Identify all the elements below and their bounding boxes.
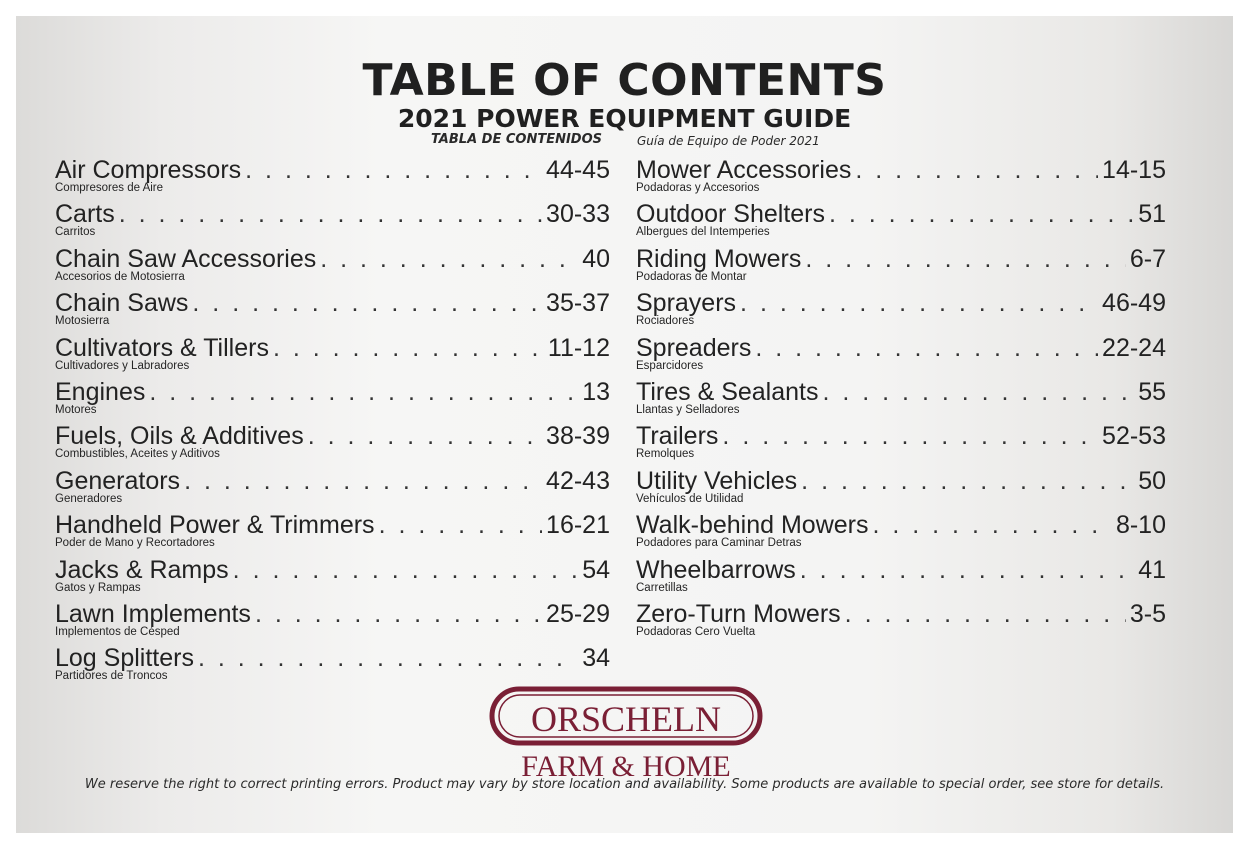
toc-entry-walk-behind-mowers	[636, 510, 1166, 554]
toc-entry-outdoor-shelters	[636, 199, 1166, 243]
toc-entry-row	[636, 555, 1166, 585]
logo-tagline-text: FARM & HOME	[521, 750, 731, 782]
dot-leader	[149, 377, 578, 407]
toc-entry-row	[636, 244, 1166, 274]
toc-entry-pages: 25-29	[546, 599, 610, 628]
toc-entry-row	[55, 643, 610, 673]
toc-entry-pages: 13	[582, 377, 610, 406]
toc-entry-spanish: Compresores de Aire	[55, 182, 164, 194]
toc-entry-label: Mower Accessories	[636, 156, 852, 184]
toc-entry-pages: 46-49	[1102, 289, 1166, 318]
dot-leader	[755, 333, 1098, 363]
toc-entry-zero-turn-mowers	[636, 599, 1166, 643]
toc-entry-pages: 11-12	[547, 333, 610, 362]
dot-leader	[320, 244, 578, 274]
toc-entry-label: Chain Saw Accessories	[55, 244, 317, 273]
toc-entry-pages: 41	[1138, 555, 1166, 584]
toc-entry-label: Log Splitters	[55, 644, 194, 673]
toc-entry-generators	[55, 466, 610, 510]
toc-entry-sprayers	[636, 288, 1166, 332]
toc-entry-label: Riding Mowers	[636, 244, 802, 273]
toc-entry-label: Lawn Implements	[55, 599, 251, 628]
dot-leader	[829, 199, 1134, 229]
toc-entry-pages: 16-21	[546, 511, 610, 540]
toc-entry-chain-saws	[55, 288, 610, 332]
toc-entry-pages: 50	[1138, 466, 1166, 495]
toc-entry-label: Wheelbarrows	[636, 555, 796, 584]
dot-leader	[233, 555, 579, 585]
toc-entry-row	[636, 421, 1166, 451]
toc-entry-row	[55, 555, 610, 585]
toc-entry-spanish: Motores	[55, 403, 97, 416]
toc-entry-riding-mowers	[636, 244, 1166, 288]
toc-entry-spanish: Poder de Mano y Recortadores	[55, 537, 215, 550]
toc-entry-spanish: Llantas y Selladores	[636, 403, 740, 416]
logo-brand-text: ORSCHELN	[530, 699, 722, 739]
toc-entry-spanish: Accesorios de Motosierra	[55, 270, 185, 283]
toc-entry-cultivators-and-tillers	[55, 333, 610, 377]
toc-entry-label: Zero-Turn Mowers	[636, 599, 841, 628]
toc-entry-spanish: Remolques	[636, 448, 695, 461]
dot-leader	[845, 599, 1126, 629]
toc-entry-row	[636, 510, 1166, 540]
toc-entry-pages: 52-53	[1102, 422, 1166, 451]
toc-entry-carts	[55, 199, 610, 243]
toc-entry-pages: 42-43	[546, 466, 610, 495]
toc-entry-pages: 55	[1138, 377, 1166, 406]
dot-leader	[872, 510, 1111, 540]
toc-entry-spanish: Vehículos de Utilidad	[636, 492, 744, 505]
toc-entry-utility-vehicles	[636, 466, 1166, 510]
toc-entry-spreaders	[636, 333, 1166, 377]
dot-leader	[273, 333, 544, 363]
toc-entry-row	[636, 199, 1166, 229]
toc-entry-pages: 40	[582, 244, 610, 273]
toc-entry-label: Generators	[55, 466, 181, 495]
dot-leader	[800, 555, 1134, 585]
toc-entry-label: Utility Vehicles	[636, 466, 798, 495]
toc-entry-pages: 3-5	[1129, 599, 1166, 628]
toc-entry-jacks-and-ramps	[55, 555, 610, 599]
toc-entry-row	[636, 466, 1166, 496]
toc-entry-spanish: Partidores de Troncos	[55, 670, 168, 683]
toc-entry-row	[636, 288, 1166, 318]
dot-leader	[379, 510, 542, 540]
toc-entry-spanish: Motosierra	[55, 315, 110, 328]
toc-entry-spanish: Podadoras Cero Vuelta	[636, 625, 756, 638]
toc-column-right	[636, 155, 1166, 643]
toc-entry-wheelbarrows	[636, 555, 1166, 599]
toc-entry-spanish: Generadores	[55, 492, 123, 505]
toc-entry-pages: 34	[582, 644, 610, 673]
toc-entry-row	[55, 333, 610, 363]
toc-entry-spanish: Carretillas	[636, 581, 688, 594]
toc-entry-spanish: Podadoras de Montar	[636, 270, 747, 283]
dot-leader	[822, 377, 1134, 407]
dot-leader	[801, 466, 1134, 496]
toc-entry-spanish: Carritos	[55, 226, 96, 239]
toc-entry-label: Carts	[55, 200, 115, 229]
toc-entry-spanish: Rociadores	[636, 315, 695, 328]
toc-entry-lawn-implements	[55, 599, 610, 643]
toc-entry-row	[55, 199, 610, 229]
toc-entry-row	[55, 599, 610, 629]
toc-entry-row	[55, 288, 610, 318]
dot-leader	[740, 288, 1098, 318]
toc-entry-tires-and-sealants	[636, 377, 1166, 421]
toc-entry-row	[55, 466, 610, 496]
toc-entry-label: Handheld Power & Trimmers	[55, 511, 375, 540]
dot-leader	[245, 155, 542, 185]
dot-leader	[855, 155, 1098, 185]
toc-entry-fuels-oils-and-additives	[55, 421, 610, 465]
toc-entry-label: Fuels, Oils & Additives	[55, 422, 304, 451]
toc-entry-row	[636, 333, 1166, 363]
toc-entry-spanish: Albergues del Intemperies	[636, 226, 770, 239]
toc-entry-label: Chain Saws	[55, 289, 189, 318]
toc-entry-air-compressors	[55, 155, 610, 199]
toc-entry-log-splitters	[55, 643, 610, 687]
toc-entry-pages: 6-7	[1129, 244, 1166, 273]
toc-entry-row	[55, 421, 610, 451]
toc-entry-row	[55, 155, 610, 185]
dot-leader	[805, 244, 1126, 274]
toc-entry-trailers	[636, 421, 1166, 465]
toc-entry-spanish: Combustibles, Aceites y Aditivos	[55, 448, 220, 461]
toc-entry-pages: 14-15	[1102, 156, 1166, 184]
page-title: TABLE OF CONTENTS	[362, 55, 887, 106]
dot-leader	[722, 421, 1098, 451]
toc-entry-row	[636, 599, 1166, 629]
dot-leader	[308, 421, 542, 451]
toc-entry-pages: 35-37	[546, 289, 610, 318]
toc-entry-spanish: Podadores para Caminar Detras	[636, 537, 802, 550]
toc-entry-spanish: Implementos de Césped	[55, 625, 180, 638]
toc-entry-row	[55, 510, 610, 540]
dot-leader	[198, 643, 578, 673]
toc-entry-label: Spreaders	[636, 333, 752, 362]
toc-entry-pages: 51	[1138, 200, 1166, 229]
dot-leader	[119, 199, 542, 229]
dot-leader	[255, 599, 542, 629]
orscheln-logo	[488, 686, 764, 782]
toc-entry-handheld-power-and-trimmers	[55, 510, 610, 554]
toc-entry-row	[55, 244, 610, 274]
toc-entry-spanish: Cultivadores y Labradores	[55, 359, 190, 372]
toc-entry-spanish: Podadoras y Accesorios	[636, 182, 760, 194]
toc-entry-mower-accessories	[636, 155, 1166, 199]
toc-entry-label: Outdoor Shelters	[636, 200, 825, 229]
toc-entry-label: Sprayers	[636, 289, 737, 318]
toc-entry-spanish: Gatos y Rampas	[55, 581, 141, 594]
toc-entry-label: Trailers	[636, 422, 719, 451]
toc-entry-pages: 54	[582, 555, 610, 584]
toc-entry-pages: 38-39	[546, 422, 610, 451]
subtitle-spanish-left: TABLA DE CONTENIDOS	[430, 132, 602, 147]
toc-entry-label: Walk-behind Mowers	[636, 511, 869, 540]
toc-entry-label: Cultivators & Tillers	[55, 333, 269, 362]
footer-disclaimer: We reserve the right to correct printing errors. Product may vary by store location and availability. Some products are available to special order, see store for details.	[84, 777, 1165, 792]
toc-entry-label: Tires & Sealants	[636, 377, 819, 406]
toc-entry-label: Jacks & Ramps	[55, 555, 229, 584]
toc-entry-chain-saw-accessories	[55, 244, 610, 288]
toc-entry-row	[636, 377, 1166, 407]
toc-entry-row	[636, 155, 1166, 185]
subtitle-spanish-right: Guía de Equipo de Poder 2021	[637, 134, 820, 148]
toc-entry-engines	[55, 377, 610, 421]
dot-leader	[192, 288, 542, 318]
page-subtitle: 2021 POWER EQUIPMENT GUIDE	[397, 104, 852, 133]
toc-entry-pages: 30-33	[546, 200, 610, 229]
toc-entry-pages: 22-24	[1102, 333, 1166, 362]
toc-entry-pages: 44-45	[546, 156, 610, 184]
toc-entry-label: Air Compressors	[55, 156, 242, 184]
toc-entry-row	[55, 377, 610, 407]
dot-leader	[184, 466, 542, 496]
toc-column-left	[55, 155, 610, 688]
toc-entry-label: Engines	[55, 377, 146, 406]
toc-entry-spanish: Esparcidores	[636, 359, 704, 372]
catalog-page	[16, 16, 1233, 833]
toc-entry-pages: 8-10	[1115, 511, 1166, 540]
